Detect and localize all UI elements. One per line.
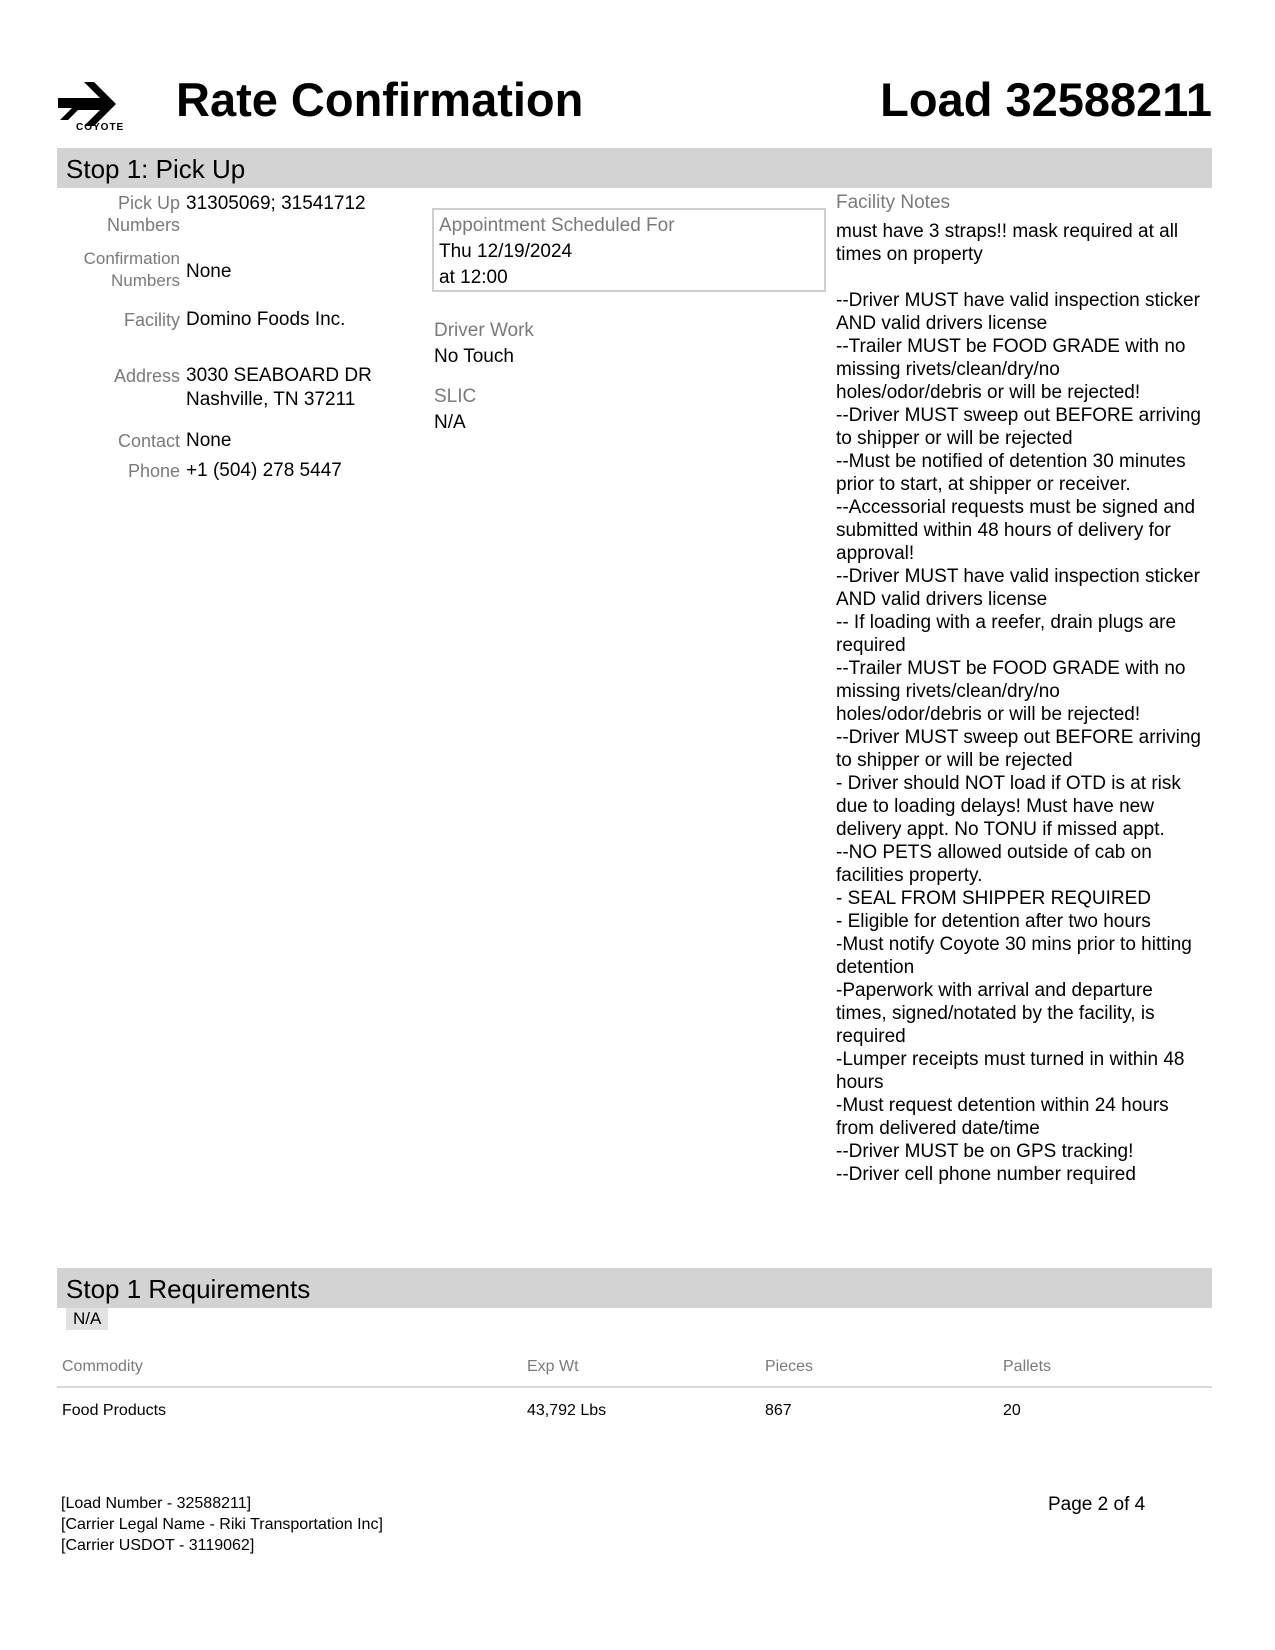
driver-work-value: No Touch (434, 346, 514, 367)
facility-label: Facility (123, 310, 180, 330)
facility-value: Domino Foods Inc. (186, 309, 346, 330)
pickup-numbers-label: Pick Up Numbers (106, 193, 180, 235)
document-footer (61, 1493, 383, 1556)
table-header-row (57, 1352, 1212, 1387)
pallets-cell: 20 (1003, 1402, 1021, 1419)
commodity-cell: Food Products (62, 1402, 167, 1419)
page-number: Page 2 of 4 (1048, 1494, 1146, 1515)
driver-work-label: Driver Work (434, 320, 534, 341)
phone-label: Phone (127, 461, 180, 481)
stop1-section-header (57, 148, 1212, 188)
page-title: Rate Confirmation (176, 73, 584, 126)
appointment-date: Thu 12/19/2024 (439, 241, 573, 262)
requirements-section-title: Stop 1 Requirements (66, 1274, 311, 1304)
stop1-section-title: Stop 1: Pick Up (66, 154, 246, 184)
stop1-details (0, 184, 420, 484)
load-number-title: Load 32588211 (880, 73, 1212, 126)
pickup-numbers-value: 31305069; 31541712 (186, 193, 366, 214)
contact-value: None (186, 430, 232, 451)
footer-carrier-usdot: [Carrier USDOT - 3119062] (61, 1537, 255, 1554)
confirmation-numbers-label: Confirmation Numbers (83, 249, 180, 290)
col-header-pallets: Pallets (998, 1352, 1212, 1387)
requirements-value: N/A (66, 1308, 108, 1330)
pieces-cell: 867 (765, 1402, 792, 1419)
document-header (56, 70, 1212, 140)
col-header-commodity: Commodity (57, 1352, 522, 1387)
appointment-box (432, 208, 826, 292)
logo-wordmark: COYOTE (76, 122, 125, 133)
address-label: Address (113, 366, 180, 386)
footer-carrier-name: [Carrier Legal Name - Riki Transportation Inc] (61, 1516, 383, 1533)
address-line1: 3030 SEABOARD DR (186, 365, 372, 386)
confirmation-numbers-value: None (186, 261, 232, 282)
exp-wt-cell: 43,792 Lbs (527, 1402, 607, 1419)
col-header-exp-wt: Exp Wt (522, 1352, 760, 1387)
slic-value: N/A (434, 412, 466, 433)
table-row (57, 1387, 1212, 1434)
footer-load-number: [Load Number - 32588211] (61, 1495, 252, 1512)
phone-value: +1 (504) 278 5447 (186, 460, 342, 481)
contact-label: Contact (117, 431, 180, 451)
facility-notes-label: Facility Notes (836, 192, 951, 213)
facility-notes-text: must have 3 straps!! mask required at all times on property --Driver MUST have valid inspection sticker AND valid drivers license --Trailer MUST be FOOD GRADE with no missing rivets/clean/dry/no holes/odor/debris or will be rejected! --Driver MUST sweep out BEFORE arriving to shipper or will be rejected --Must be notified of detention 30 minutes prior to start, at shipper or receiver. --Accessorial requests must be signed and submitted within 48 hours of delivery for approval! --Driver MUST have valid inspection sticker AND valid drivers license -- If loading with a reefer, drain plugs are required --Trailer MUST be FOOD GRADE with no missing rivets/clean/dry/no holes/odor/debris or will be rejected! --Driver MUST sweep out BEFORE arriving to shipper or will be rejected - Driver should NOT load if OTD is at risk due to loading delays! Must have new delivery appt. No TONU if missed appt. --NO PETS allowed outside of cab on facilities property. - SEAL FROM SHIPPER REQUIRED - Eligible for detention after two hours -Must notify Coyote 30 mins prior to hitting detention -Paperwork with arrival and departure times, signed/notated by the facility, is required -Lumper receipts must turned in within 48 hours -Must request detention within 24 hours from delivered date/time --Driver MUST be on GPS tracking! --Driver cell phone number required (836, 221, 1201, 1185)
appointment-time: at 12:00 (439, 267, 508, 288)
col-header-pieces: Pieces (760, 1352, 998, 1387)
requirements-section-header (57, 1268, 1212, 1308)
commodity-table (57, 1352, 1212, 1434)
slic-label: SLIC (434, 386, 477, 407)
appointment-label: Appointment Scheduled For (439, 215, 675, 236)
address-line2: Nashville, TN 37211 (186, 389, 356, 410)
